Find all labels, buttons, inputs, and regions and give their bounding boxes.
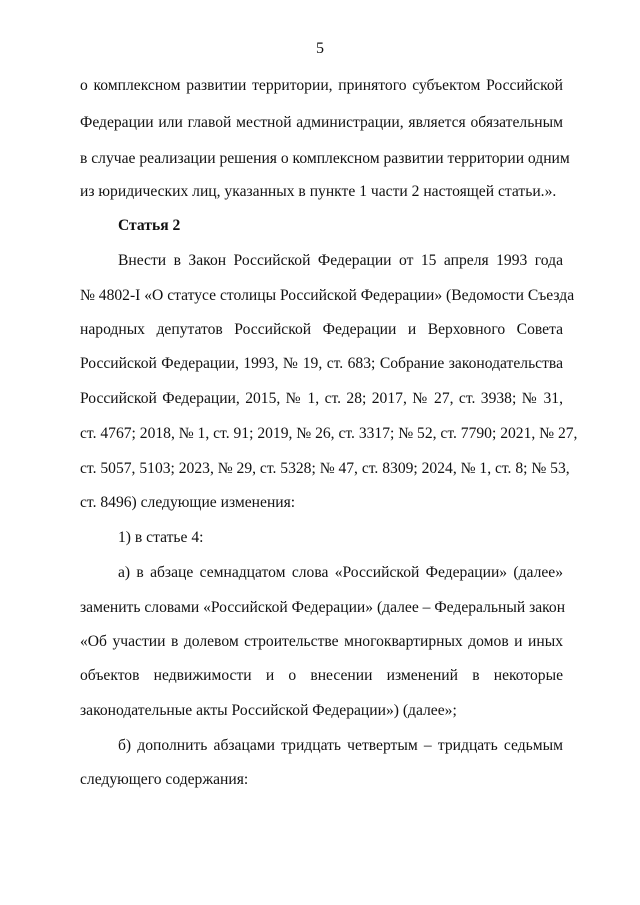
text-line: в случае реализации решения о комплексном развитии территории одним: [80, 150, 570, 167]
text-line: заменить словами «Российской Федерации» (далее – Федеральный закон: [80, 599, 566, 616]
text-line: Федерации или главой местной администрации, является обязательным: [80, 114, 563, 131]
text-line: а) в абзаце семнадцатом слова «Российской Федерации» (далее»: [118, 564, 563, 581]
text-line: следующего содержания:: [80, 771, 249, 788]
text-line: народных депутатов Российской Федерации и Верховного Совета: [80, 321, 563, 338]
text-line: законодательные акты Российской Федерации») (далее»;: [80, 702, 457, 719]
list-item-heading: 1) в статье 4:: [118, 529, 204, 546]
text-line: из юридических лиц, указанных в пункте 1 части 2 настоящей статьи.».: [80, 183, 557, 200]
text-line: Российской Федерации, 2015, № 1, ст. 28; 2017, № 27, ст. 3938; № 31,: [80, 390, 563, 407]
text-line: о комплексном развитии территории, принятого субъектом Российской: [80, 77, 563, 94]
text-line: ст. 4767; 2018, № 1, ст. 91; 2019, № 26, ст. 3317; № 52, ст. 7790; 2021, № 27,: [80, 425, 578, 442]
text-line: б) дополнить абзацами тридцать четвертым – тридцать седьмым: [118, 737, 563, 754]
text-line: объектов недвижимости и о внесении изменений в некоторые: [80, 667, 563, 684]
text-line: № 4802-I «О статусе столицы Российской Федерации» (Ведомости Съезда: [80, 287, 575, 304]
text-line: «Об участии в долевом строительстве многоквартирных домов и иных: [80, 633, 563, 650]
page-number: 5: [316, 40, 324, 57]
text-line: ст. 5057, 5103; 2023, № 29, ст. 5328; № 47, ст. 8309; 2024, № 1, ст. 8; № 53,: [80, 460, 570, 477]
text-line: Внести в Закон Российской Федерации от 15 апреля 1993 года: [118, 252, 563, 269]
article-heading: Статья 2: [118, 217, 181, 234]
text-line: Российской Федерации, 1993, № 19, ст. 683; Собрание законодательства: [80, 355, 563, 372]
text-line: ст. 8496) следующие изменения:: [80, 494, 296, 511]
